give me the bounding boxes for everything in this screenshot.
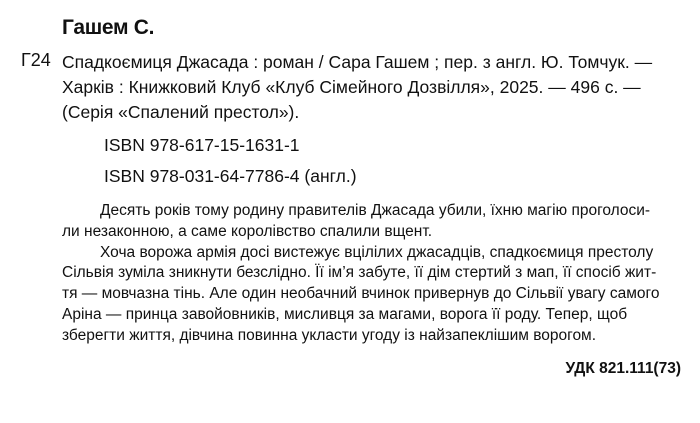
annotation-line: зберегти життя, дівчина повинна укласти угоду із найзапеклішим ворогом. xyxy=(62,326,597,344)
record-line: Спадкоємиця Джасада : роман / Сара Гашем ; пер. з англ. Ю. Томчук. — xyxy=(62,52,653,72)
annotation-line: Сільвія зуміла зникнути безслідно. Її ім’я забуте, її дім стертий з мап, її спосіб жит- xyxy=(62,264,657,282)
bibliographic-record xyxy=(62,50,698,125)
annotation-line: Десять років тому родину правителів Джасада убили, їхню магію проголоси- xyxy=(100,202,651,219)
annotation-line: тя — мовчазна тінь. Але один необачний вчинок привернув до Сільвії увагу самого xyxy=(62,285,660,303)
author-heading: Гашем С. xyxy=(62,16,155,39)
isbn-original: ISBN 978-031-64-7786-4 (англ.) xyxy=(104,166,357,186)
annotation xyxy=(62,201,688,347)
record-line: Харків : Книжковий Клуб «Клуб Сімейного Дозвілля», 2025. — 496 с. — xyxy=(62,77,641,97)
annotation-line: Хоча ворожа армія досі вистежує вцілілих джасадців, спадкоємиця престолу xyxy=(100,243,654,261)
udk-code: УДК 821.111(73) xyxy=(565,360,681,377)
author-sign: Г24 xyxy=(21,50,51,70)
isbn-ukrainian: ISBN 978-617-15-1631-1 xyxy=(104,135,300,155)
record-line: (Серія «Спалений престол»). xyxy=(62,102,300,122)
annotation-line: Аріна — принца завойовників, мисливця за магами, ворога її роду. Тепер, щоб xyxy=(62,305,628,323)
annotation-line: ли незаконною, а саме королівство спалили вщент. xyxy=(62,222,433,240)
